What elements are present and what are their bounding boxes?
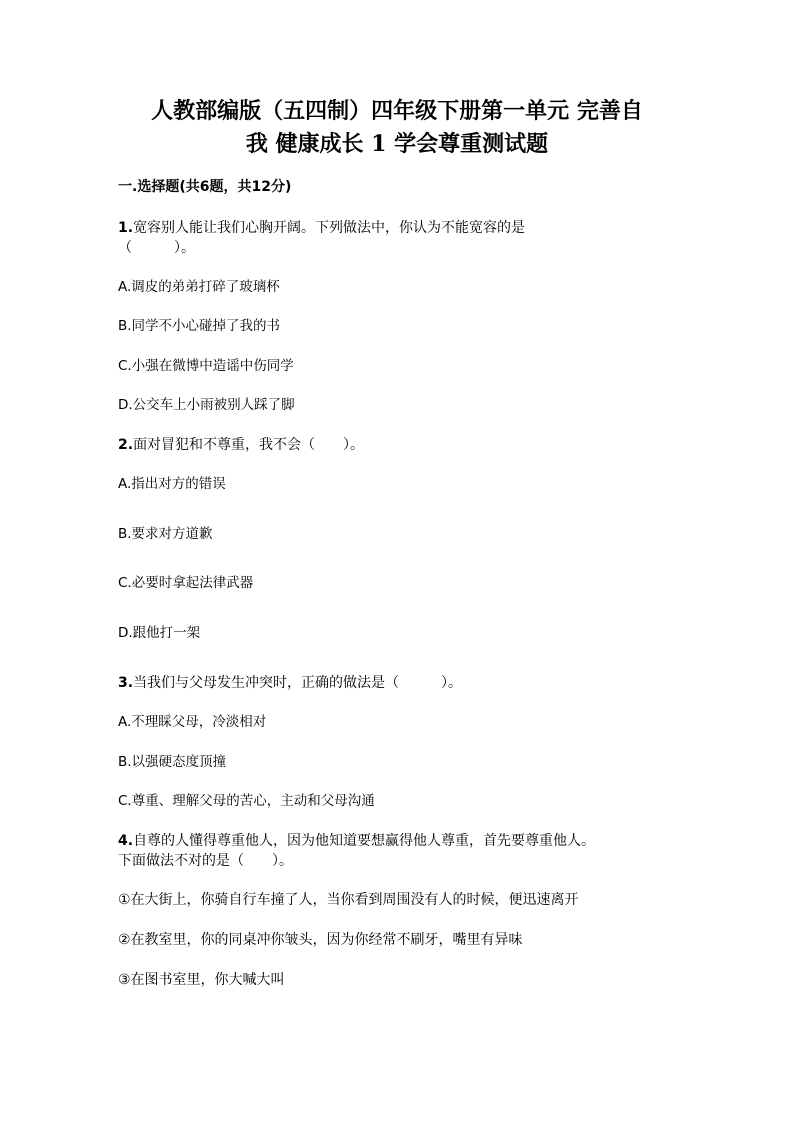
section-heading: 一.选择题(共6题，共12分) bbox=[118, 179, 292, 195]
question-text: 宽容别人能让我们心胸开阔。下列做法中，你认为不能宽容的是 bbox=[133, 220, 526, 236]
question-text: 自尊的人懂得尊重他人，因为他知道要想赢得他人尊重，首先要尊重他人。 bbox=[133, 833, 596, 849]
question-1-option-d: D.公交车上小雨被别人踩了脚 bbox=[118, 397, 295, 413]
question-number: 3. bbox=[118, 675, 134, 691]
question-1-option-c: C.小强在微博中造谣中伤同学 bbox=[118, 358, 294, 374]
question-number: 2. bbox=[118, 437, 134, 453]
question-2-stem bbox=[118, 435, 364, 455]
question-number: 1. bbox=[118, 220, 134, 236]
question-4-item-1: ①在大街上，你骑自行车撞了人，当你看到周围没有人的时候，便迅速离开 bbox=[118, 892, 579, 908]
question-1-stem-line-2: （ ）。 bbox=[118, 240, 195, 256]
question-3-option-b: B.以强硬态度顶撞 bbox=[118, 754, 227, 770]
page-title-line-1: 人教部编版（五四制）四年级下册第一单元 完善自 bbox=[151, 98, 643, 124]
question-3-option-c: C.尊重、理解父母的苦心，主动和父母沟通 bbox=[118, 793, 375, 809]
question-3-option-a: A.不理睬父母，冷淡相对 bbox=[118, 714, 267, 730]
question-1-option-b: B.同学不小心碰掉了我的书 bbox=[118, 318, 281, 334]
question-4-item-2: ②在教室里，你的同桌冲你皱头，因为你经常不刷牙，嘴里有异味 bbox=[118, 932, 523, 948]
question-text: 当我们与父母发生冲突时，正确的做法是（ ）。 bbox=[133, 675, 463, 691]
page-title-line-2: 我 健康成长 1 学会尊重测试题 bbox=[245, 131, 549, 157]
question-3-stem bbox=[118, 673, 462, 693]
question-4-stem-line-2: 下面做法不对的是（ ）。 bbox=[118, 853, 293, 869]
question-1-option-a: A.调皮的弟弟打碎了玻璃杯 bbox=[118, 279, 280, 295]
question-number: 4. bbox=[118, 833, 134, 849]
question-4-item-3: ③在图书室里，你大喊大叫 bbox=[118, 972, 285, 988]
question-2-option-a: A.指出对方的错误 bbox=[118, 476, 226, 492]
question-2-option-c: C.必要时拿起法律武器 bbox=[118, 575, 254, 591]
question-2-option-d: D.跟他打一架 bbox=[118, 625, 201, 641]
question-text: 面对冒犯和不尊重，我不会（ ）。 bbox=[133, 437, 365, 453]
question-4-stem bbox=[118, 831, 595, 851]
question-1-stem bbox=[118, 218, 525, 238]
question-2-option-b: B.要求对方道歉 bbox=[118, 526, 213, 542]
